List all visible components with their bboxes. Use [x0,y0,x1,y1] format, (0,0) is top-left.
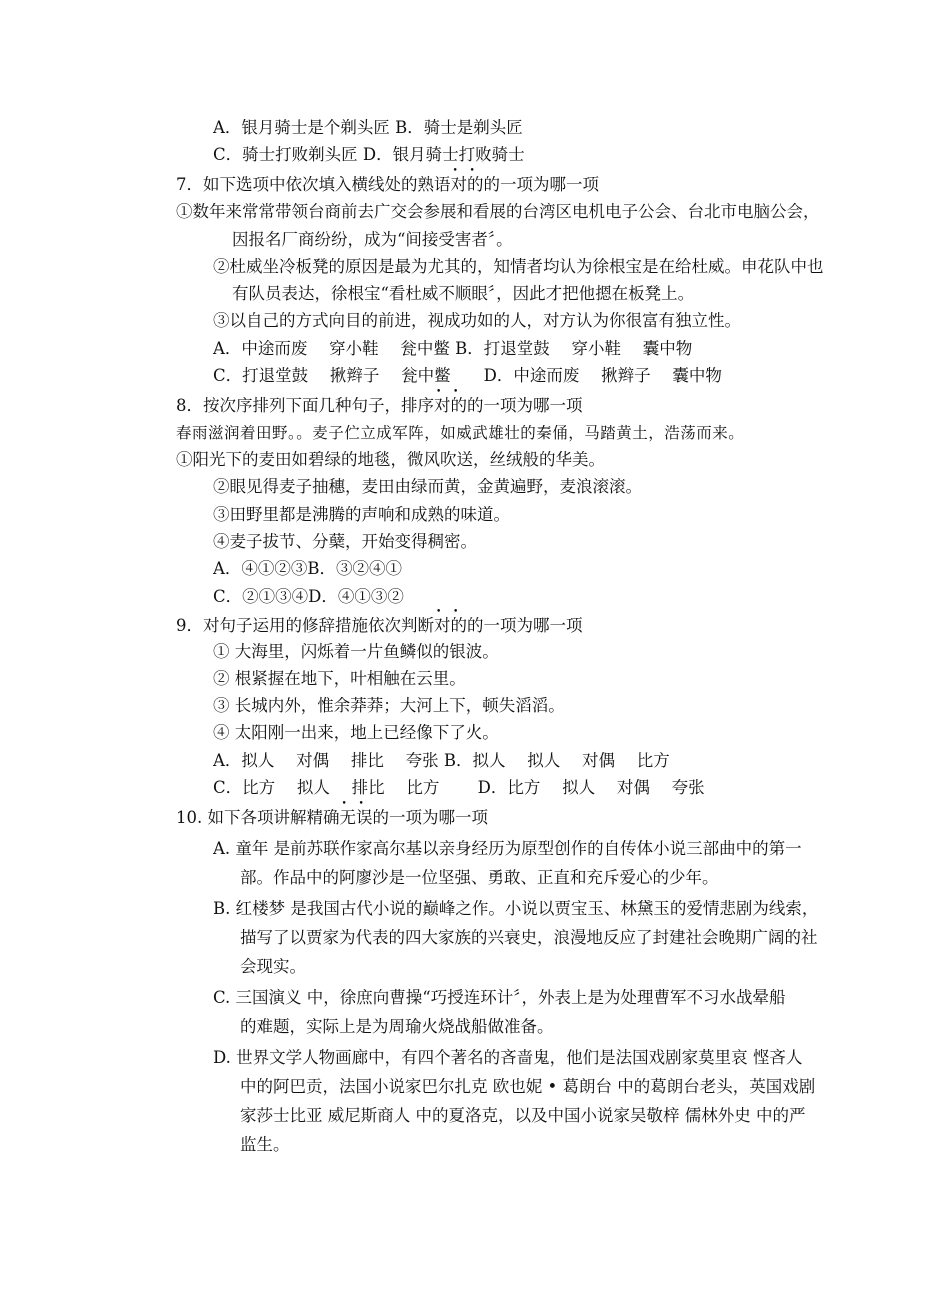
q9-sentence-1: ① 大海里，闪烁着一片鱼鳞似的银波。 [213,642,499,661]
q6-options-ab: A．银月骑士是个剃头匠 B．骑士是剃头匠 [213,118,523,137]
emphasis-dot-icon: • [341,799,347,809]
q10-option-a-line-1: A. 童年 是前苏联作家高尔基以亲身经历为原型创作的自传体小说三部曲中的第一 [213,839,802,858]
q7-stem [176,166,599,197]
emphasis-dot-icon: • [452,166,458,176]
q7-sentence-3: ③以自己的方式向目的前进，视成功如的人，对方认为你很富有独立性。 [213,311,741,330]
q9-options-ab: A．拟人 对偶 排比 夸张 B．拟人 拟人 对偶 比方 [213,751,670,770]
q8-sentence-2: ②眼见得麦子抽穗，麦田由绿而黄，金黄遍野，麦浪滚滚。 [213,477,642,496]
q7-options-ab: A．中途而废 穿小鞋 瓮中鳖 B．打退堂鼓 穿小鞋 囊中物 [213,339,693,358]
q8-stem-suffix: 的一项为哪一项 [467,396,583,415]
q8-options-cd: C．②①③④D．④①③② [213,587,404,606]
q7-options-cd: C．打退堂鼓 揪辫子 瓮中鳖 D．中途而废 揪辫子 囊中物 [213,366,722,385]
q9-stem-emphasis: • • 对的 [434,607,467,635]
emphasis-dot-icon: • [453,607,459,617]
q9-stem-prefix: 9．对句子运用的修辞措施依次判断 [176,616,434,635]
q6-options-cd: C．骑士打败剃头匠 D．银月骑士打败骑士 [213,145,525,164]
q7-sentence-1b: 因报名厂商纷纷，成为“间接受害者〞。 [232,230,513,249]
q9-stem-suffix: 的一项为哪一项 [467,616,583,635]
q10-option-c-line-2: 的难题，实际上是为周瑜火烧战船做准备。 [240,1017,554,1036]
q10-stem-prefix: 10. 如下各项讲解精确 [176,808,340,827]
q8-stem [176,387,583,418]
q9-sentence-4: ④ 太阳刚一出来，地上已经像下了火。 [213,723,499,742]
q10-option-a-line-2: 部。作品中的阿廖沙是一位坚强、勇敢、正直和充斥爱心的少年。 [240,868,719,887]
q10-stem-suffix: 的一项为哪一项 [372,808,488,827]
q7-stem-suffix: 的一项为哪一项 [483,175,599,194]
q9-sentence-2: ② 根紧握在地下，叶相触在云里。 [213,669,466,688]
q9-options-cd: C．比方 拟人 排比 比方 D．比方 拟人 对偶 夸张 [213,778,705,797]
q10-option-d-line-1: D. 世界文学人物画廊中，有四个著名的吝啬鬼，他们是法国戏剧家莫里哀 悭吝人 [213,1048,803,1067]
q8-options-ab: A．④①②③B．③②④① [213,559,403,578]
q9-sentence-3: ③ 长城内外，惟余莽莽；大河上下，顿失滔滔。 [213,696,565,715]
q8-passage: 春雨滋润着田野。。麦子伫立成军阵，如威武雄壮的秦俑，马踏黄土，浩荡而来。 [176,424,745,442]
q10-option-c-line-1: C. 三国演义 中，徐庶向曹操“巧授连环计〞，外表上是为处理曹军不习水战晕船 [213,988,786,1007]
emphasis-dot-icon: • [436,387,442,397]
q8-sentence-4: ④麦子拔节、分蘖，开始变得稠密。 [213,532,477,551]
q8-stem-emphasis: • • 对的 [434,387,467,415]
q9-stem [176,607,583,638]
q10-option-d-line-4: 监生。 [240,1135,290,1154]
emphasis-dot-icon: • [436,607,442,617]
emphasis-dot-icon: • [358,799,364,809]
q7-sentence-2a: ②杜威坐冷板凳的原因是最为尤其的，知情者均认为徐根宝是在给杜威。申花队中也 [213,257,824,276]
q7-sentence-1a: ①数年来常常带领台商前去广交会参展和看展的台湾区电机电子公会、台北市电脑公会， [176,202,820,221]
emphasis-dot-icon: • [453,387,459,397]
q7-sentence-2b: 有队员表达，徐根宝“看杜威不顺眼〞，因此才把他摁在板凳上。 [232,284,695,303]
q8-sentence-3: ③田野里都是沸腾的声响和成熟的味道。 [213,505,510,524]
q10-option-d-line-3: 家莎士比亚 威尼斯商人 中的夏洛克，以及中国小说家吴敬梓 儒林外史 中的严 [240,1106,806,1125]
q8-stem-prefix: 8．按次序排列下面几种句子，排序 [176,396,434,415]
q10-stem-emphasis: • • 无误 [339,799,373,827]
q10-stem [176,799,488,830]
q10-option-b-line-2: 描写了以贾家为代表的四大家族的兴衰史，浪漫地反应了封建社会晚期广阔的社 [240,928,818,947]
emphasis-dot-icon: • [469,166,475,176]
q10-option-b-line-3: 会现实。 [240,957,306,976]
q10-option-b-line-1: B. 红楼梦 是我国古代小说的巅峰之作。小说以贾宝玉、林黛玉的爱情悲剧为线索， [213,899,819,918]
q10-option-d-line-2: 中的阿巴贡，法国小说家巴尔扎克 欧也妮 • 葛朗台 中的葛朗台老头，英国戏剧 [240,1077,816,1096]
q8-sentence-1: ①阳光下的麦田如碧绿的地毯，微风吹送，丝绒般的华美。 [176,450,605,469]
q7-stem-emphasis: • • 对的 [450,166,484,194]
q7-stem-prefix: 7．如下选项中依次填入横线处的熟语 [176,175,451,194]
